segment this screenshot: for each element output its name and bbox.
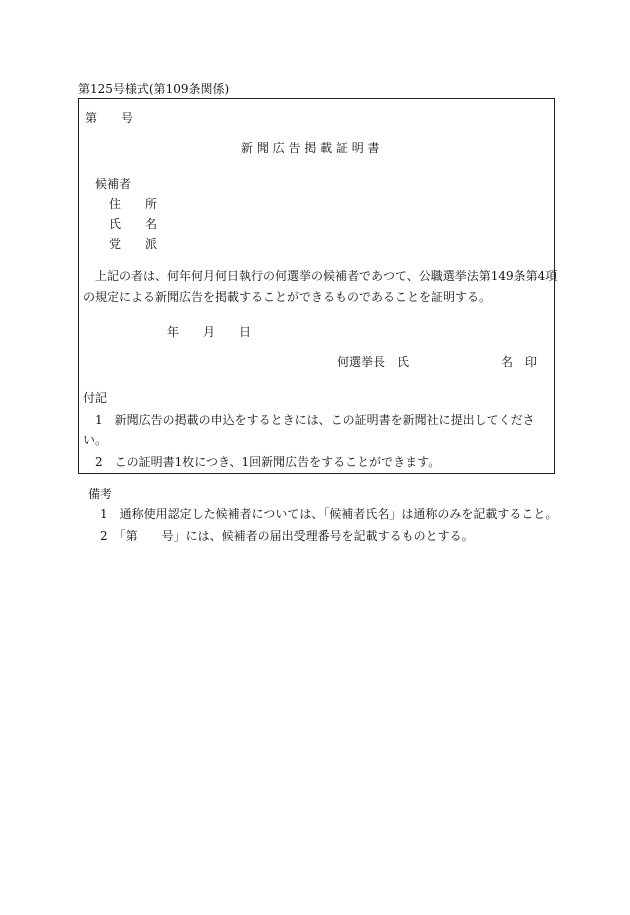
address-label: 住 所 (109, 197, 158, 211)
form-number-label: 第125号様式(第109条関係) (78, 82, 230, 96)
date-line: 年 月 日 (167, 325, 252, 339)
certification-text-line-2: の規定による新聞広告を掲載することができるものであることを証明する。 (83, 290, 492, 304)
note-item-1-line-2: い。 (83, 433, 108, 447)
name-label: 氏 名 (109, 217, 158, 231)
certificate-form (78, 98, 558, 474)
remark-item-1: 1 通称使用認定した候補者については、「候補者氏名」は通称のみを記載すること。 (100, 507, 558, 521)
note-item-2: 2 この証明書1枚につき、1回新聞広告をすることができます。 (95, 455, 441, 469)
party-label: 党 派 (109, 237, 158, 251)
seal-mark: 名 印 (501, 355, 538, 369)
notes-heading: 付記 (83, 391, 108, 405)
signer-title: 何選挙長 氏 (337, 355, 410, 369)
document-title: 新 聞 広 告 掲 載 証 明 書 (241, 141, 380, 155)
certification-text-line-1: 上記の者は、何年何月何日執行の何選挙の候補者であつて、公職選挙法第149条第4項 (95, 269, 558, 283)
candidate-heading: 候補者 (95, 177, 132, 191)
note-item-1-line-1: 1 新聞広告の掲載の申込をするときには、この証明書を新聞社に提出してくださ (95, 413, 535, 427)
receipt-number-label: 第 号 (85, 111, 134, 125)
remarks-heading: 備考 (88, 487, 113, 501)
remark-item-2: 2 「第 号」には、候補者の届出受理番号を記載するものとする。 (100, 529, 474, 543)
